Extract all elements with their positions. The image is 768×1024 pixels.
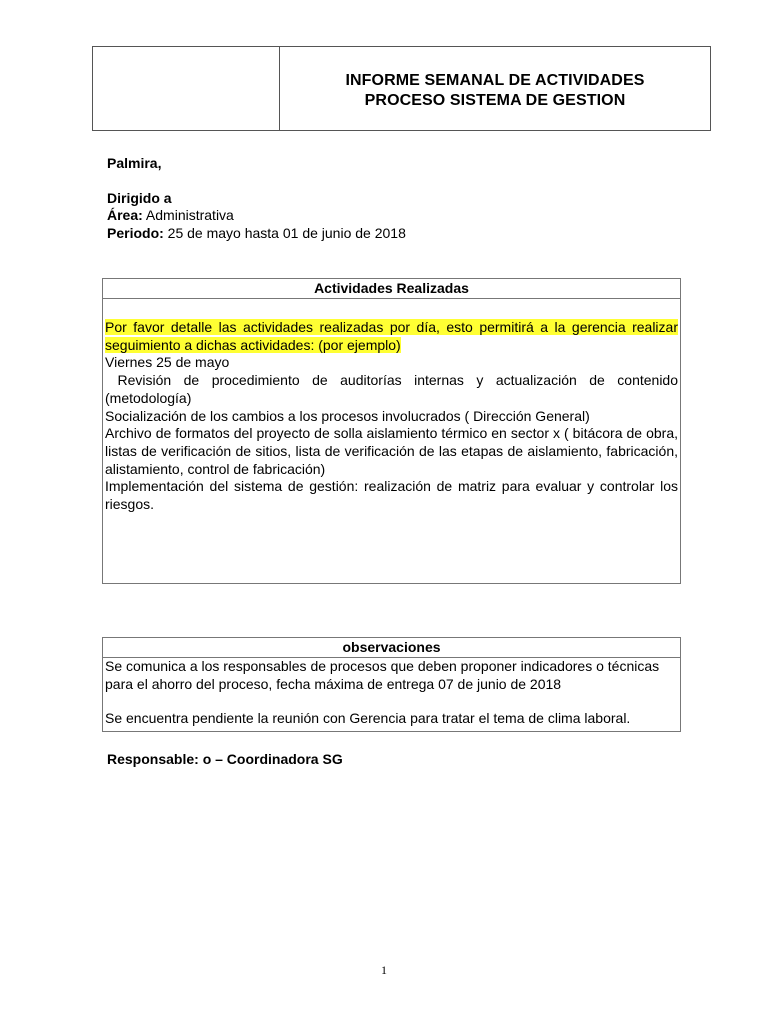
page-number: 1 <box>381 963 387 977</box>
activities-table <box>102 278 681 584</box>
report-title: INFORME SEMANAL DE ACTIVIDADES <box>345 71 645 89</box>
observation-paragraph: Se comunica a los responsables de procesos que deben proponer indicadores o técnicas para el ahorro del proceso, fecha máxima de entrega 07 de junio de 2018 <box>105 658 660 692</box>
period-line <box>107 225 406 242</box>
addressed-label: Dirigido a <box>107 190 172 206</box>
activity-day: Viernes 25 de mayo <box>105 354 230 371</box>
city: Palmira, <box>107 155 162 171</box>
addressed-line <box>107 190 172 207</box>
observation-paragraph: Se encuentra pendiente la reunión con Gerencia para tratar el tema de clima laboral. <box>105 710 631 726</box>
city-line <box>107 155 161 172</box>
observations-table <box>102 637 681 732</box>
observations-heading: observaciones <box>103 638 680 658</box>
title-cell <box>280 47 710 130</box>
activity-item: Revisión de procedimiento de auditorías internas y actualización de contenido (metodología) <box>105 372 682 406</box>
period-label: Periodo: <box>107 225 164 241</box>
process-title: PROCESO SISTEMA DE GESTION <box>364 91 626 109</box>
area-label: Área: <box>107 207 143 223</box>
document-header-table <box>92 46 711 131</box>
observations-body <box>103 658 680 728</box>
instruction-text: Por favor detalle las actividades realizadas por día, esto permitirá a la gerencia realizar seguimiento a dichas actividades: (por ejemplo) <box>105 319 678 353</box>
activity-item: Implementación del sistema de gestión: realización de matriz para evaluar y controlar los riesgos. <box>105 478 678 513</box>
period-value: 25 de mayo hasta 01 de junio de 2018 <box>167 225 406 241</box>
responsible-line <box>107 751 343 768</box>
activities-body <box>103 299 680 514</box>
area-line <box>107 207 234 224</box>
area-value: Administrativa <box>145 207 234 223</box>
responsible: Responsable: o – Coordinadora SG <box>107 751 343 767</box>
logo-cell <box>93 47 280 130</box>
activity-item: Archivo de formatos del proyecto de solla aislamiento térmico en sector x ( bitácora de obra, listas de verificación de sitios, lista de verificación de las etapas de aislamiento, fabricación, alistamiento, control de fabricación) <box>105 425 678 477</box>
activity-item: Socialización de los cambios a los procesos involucrados ( Dirección General) <box>105 407 590 424</box>
activities-heading: Actividades Realizadas <box>103 279 680 299</box>
